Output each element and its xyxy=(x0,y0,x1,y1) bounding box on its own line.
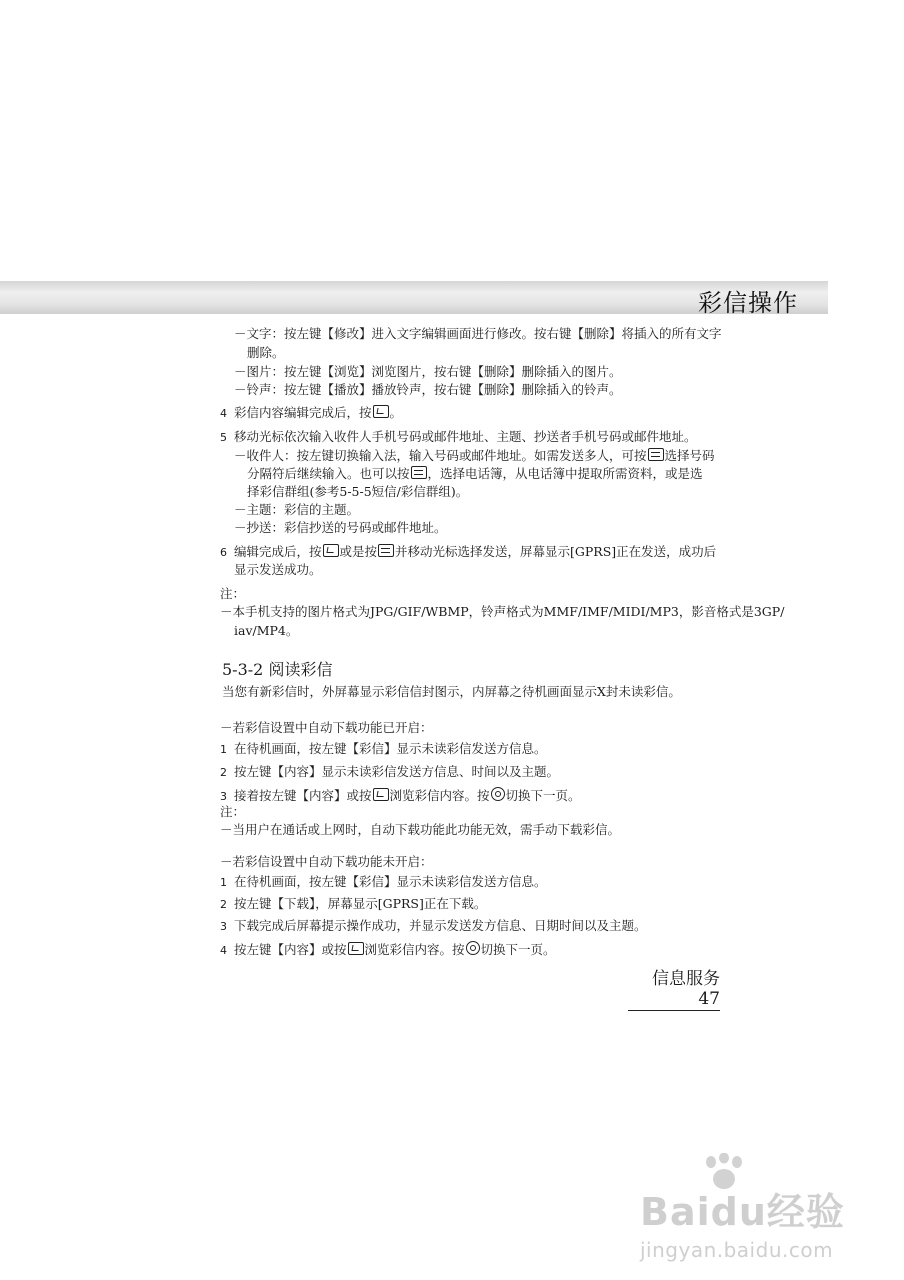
step-line xyxy=(220,405,402,422)
step-number: 1 xyxy=(220,876,227,889)
menu-key-icon xyxy=(648,448,664,461)
note-label: 注： xyxy=(220,586,246,601)
text-segment: 选择号码 xyxy=(664,448,715,463)
text-line: －抄送：彩信抄送的号码或邮件地址。 xyxy=(234,520,447,535)
paw-icon xyxy=(702,1153,746,1193)
send-key-icon xyxy=(348,942,364,955)
text-line: －文字：按左键【修改】进入文字编辑画面进行修改。按右键【删除】将插入的所有文字 xyxy=(234,326,722,341)
text-line: 当您有新彩信时，外屏幕显示彩信信封图示，内屏幕之待机画面显示X封未读彩信。 xyxy=(222,684,681,699)
step-number: 1 xyxy=(220,743,227,756)
text-line: －图片：按左键【浏览】浏览图片，按右键【删除】删除插入的图片。 xyxy=(234,364,622,379)
step-line xyxy=(220,764,559,781)
note-label: 注： xyxy=(220,804,246,819)
step-number: 2 xyxy=(220,898,227,911)
step-text: 浏览彩信内容。按 xyxy=(389,788,490,803)
step-text: 在待机画面，按左键【彩信】显示未读彩信发送方信息。 xyxy=(234,874,547,889)
step-line xyxy=(220,544,716,561)
text-line: 显示发送成功。 xyxy=(234,562,322,577)
send-key-icon xyxy=(373,788,389,801)
nav-key-icon xyxy=(466,941,480,955)
send-key-icon xyxy=(323,544,339,557)
step-text: 浏览彩信内容。按 xyxy=(364,942,465,957)
step-text: 按左键【内容】显示未读彩信发送方信息、时间以及主题。 xyxy=(234,764,560,779)
section-heading: 5-3-2 阅读彩信 xyxy=(222,660,333,679)
step-line xyxy=(220,941,556,959)
step-number: 4 xyxy=(220,407,227,420)
text-segment: 分隔符后继续输入。也可以按 xyxy=(247,466,410,481)
text-line xyxy=(247,466,703,482)
step-text: 切换下一页。 xyxy=(480,942,556,957)
watermark-url: jingyan.baidu.com xyxy=(640,1238,834,1262)
text-line: 择彩信群组(参考5-5-5短信/彩信群组)。 xyxy=(247,484,469,499)
step-line xyxy=(220,874,547,891)
text-line xyxy=(234,448,715,464)
step-text: 接着按左键【内容】或按 xyxy=(234,788,372,803)
step-number: 3 xyxy=(220,920,227,933)
text-segment: －收件人：按左键切换输入法，输入号码或邮件地址。如需发送多人，可按 xyxy=(234,448,647,463)
step-number: 6 xyxy=(220,546,227,559)
text-line: －若彩信设置中自动下载功能未开启： xyxy=(220,854,433,869)
step-number: 5 xyxy=(220,431,227,444)
step-text: 按左键【下载】，屏幕显示[GPRS]正在下载。 xyxy=(234,896,487,911)
step-line xyxy=(220,741,547,758)
step-text: 编辑完成后，按 xyxy=(234,544,322,559)
text-line: 删除。 xyxy=(247,345,285,360)
note-text: －当用户在通话或上网时，自动下载功能此功能无效，需手动下载彩信。 xyxy=(220,822,621,837)
step-text: 彩信内容编辑完成后，按 xyxy=(234,405,372,420)
nav-key-icon xyxy=(491,787,505,801)
watermark-logo: Baidu经验 xyxy=(640,1190,845,1234)
step-text: 移动光标依次输入收件人手机号码或邮件地址、主题、抄送者手机号码或邮件地址。 xyxy=(234,429,697,444)
step-number: 3 xyxy=(220,790,227,803)
baidu-watermark xyxy=(640,1155,870,1262)
step-text: 或是按 xyxy=(339,544,378,559)
note-text: －本手机支持的图片格式为JPG/GIF/WBMP，铃声格式为MMF/IMF/MIDI/MP3，影音格式是3GP/ xyxy=(220,604,785,619)
step-text: 下载完成后屏幕提示操作成功，并显示发送发方信息、日期时间以及主题。 xyxy=(234,918,647,933)
text-line: －铃声：按左键【播放】播放铃声，按右键【删除】删除插入的铃声。 xyxy=(234,382,622,397)
note-text: iav/MP4。 xyxy=(234,623,299,638)
step-line xyxy=(220,896,486,913)
step-text: 在待机画面，按左键【彩信】显示未读彩信发送方信息。 xyxy=(234,741,547,756)
step-line xyxy=(220,787,581,805)
menu-key-icon xyxy=(378,544,394,557)
step-number: 4 xyxy=(220,944,227,957)
step-line xyxy=(220,429,697,446)
send-key-icon xyxy=(373,405,389,418)
step-text: 按左键【内容】或按 xyxy=(234,942,347,957)
text-line: －主题：彩信的主题。 xyxy=(234,502,360,517)
page-title: 彩信操作 xyxy=(698,289,798,317)
text-segment: ，选择电话簿，从电话簿中提取所需资料，或是选 xyxy=(427,466,703,481)
step-line xyxy=(220,918,647,935)
step-text: 切换下一页。 xyxy=(505,788,581,803)
menu-key-icon xyxy=(411,466,427,479)
page-footer: 信息服务 47 xyxy=(628,964,720,1011)
text-line: －若彩信设置中自动下载功能已开启： xyxy=(220,720,433,735)
step-text: 并移动光标选择发送，屏幕显示[GPRS]正在发送，成功后 xyxy=(395,544,717,559)
step-text: 。 xyxy=(389,405,403,420)
step-number: 2 xyxy=(220,766,227,779)
